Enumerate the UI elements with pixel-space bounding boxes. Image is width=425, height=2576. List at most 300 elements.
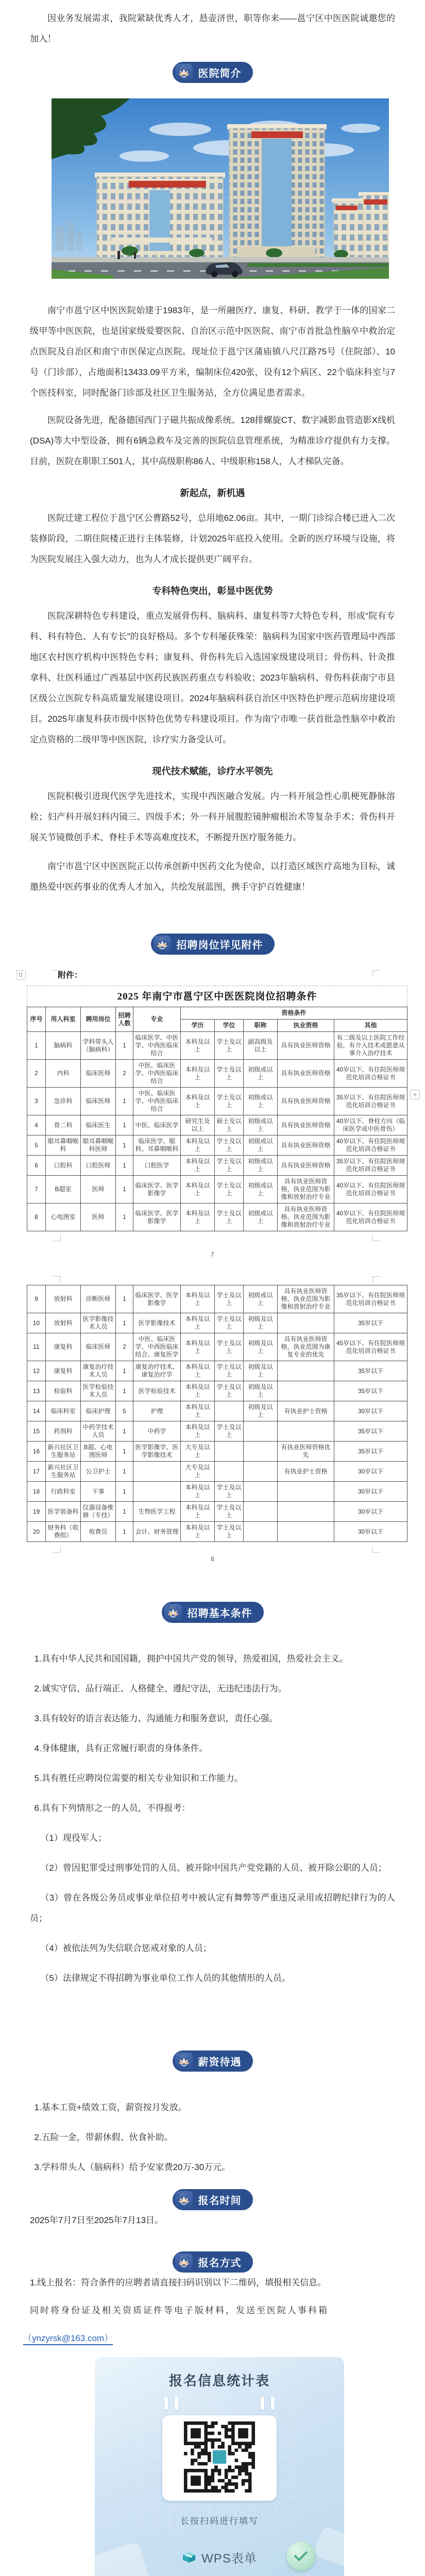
- job-cell: 具有执业医师资格: [278, 1136, 334, 1156]
- condition-item: 3.具有较好的语言表达能力、沟通能力和服务意识，责任心强。: [34, 1714, 278, 1723]
- job-cell: 具有执业医师资格，执业范围为影像和放射治疗专业: [278, 1204, 334, 1231]
- doc-page-number-8: 8: [211, 1555, 214, 1563]
- job-cell: [133, 1482, 181, 1502]
- job-row: [27, 1088, 407, 1115]
- badge-label: 招聘基本条件: [187, 1608, 252, 1619]
- signup-email-line: [23, 2328, 395, 2349]
- job-cell: 临床护理: [81, 1401, 116, 1421]
- job-cell: 有执业护士资格: [278, 1462, 334, 1482]
- section-badge-signup-time: [173, 2189, 253, 2210]
- job-cell: 药剂科: [46, 1421, 81, 1442]
- job-cell: 35岁以下: [334, 1313, 407, 1333]
- job-cell: 1: [116, 1176, 133, 1204]
- job-cell: [278, 1421, 334, 1442]
- job-cell: 35岁以下: [334, 1381, 407, 1401]
- check-circle-icon: [286, 2541, 315, 2570]
- job-cell: 10: [27, 1313, 46, 1333]
- job-cell: 具有执业医师资格，执业范围为康复专业的优先: [278, 1333, 334, 1361]
- job-cell: 检验科: [46, 1381, 81, 1401]
- job-cell: 医学影像技术人员: [81, 1313, 116, 1333]
- job-cell: 临床医师: [81, 1333, 116, 1361]
- qr-card-title: 报名信息统计表: [168, 2373, 270, 2388]
- col-header-qualifications: 资格条件: [181, 1007, 407, 1020]
- job-cell: 14: [27, 1401, 46, 1421]
- qr-panel: [162, 2415, 277, 2501]
- wps-brand-text: WPS表单: [201, 2552, 257, 2566]
- job-cell: 35岁以下: [334, 1421, 407, 1442]
- table-insert-plus-button[interactable]: +: [410, 1090, 420, 1099]
- job-cell: 新兴社区卫生服务站: [46, 1442, 81, 1462]
- lotus-icon: [154, 936, 171, 953]
- job-cell: 具有执业医师资格: [278, 1115, 334, 1136]
- qr-hint-text: 长按扫码进行填写: [180, 2516, 259, 2526]
- job-cell: 大专及以上: [181, 1442, 215, 1462]
- job-cell: [133, 1462, 181, 1482]
- lotus-icon: [164, 1604, 182, 1621]
- job-cell: 1: [116, 1088, 133, 1115]
- job-cell: 35岁以下、有住院医师规范化培训合格证书: [334, 1088, 407, 1115]
- job-cell: 30岁以下: [334, 1522, 407, 1542]
- job-cell: 内科: [46, 1060, 81, 1088]
- job-cell: [278, 1361, 334, 1381]
- job-cell: 心电图室: [46, 1204, 81, 1231]
- job-cell: 本科及以上: [181, 1136, 215, 1156]
- job-cell: 1: [116, 1115, 133, 1136]
- job-cell: 学士及以上: [215, 1522, 244, 1542]
- job-cell: 中医、临床医学: [133, 1115, 181, 1136]
- job-cell: 初级及以上: [244, 1401, 278, 1421]
- hr-email-link[interactable]: （ynzyrsk@163.com）: [23, 2333, 113, 2343]
- job-cell: 本科及以上: [181, 1176, 215, 1204]
- job-cell: 康复治疗技术人员: [81, 1361, 116, 1381]
- col-header-dept: 用人科室: [46, 1007, 81, 1032]
- job-cell: 1: [116, 1032, 133, 1060]
- job-cell: 中药学技术人员: [81, 1421, 116, 1442]
- job-row: [27, 1333, 407, 1361]
- job-cell: 40岁以下、有住院医师规范化培训合格证书: [334, 1176, 407, 1204]
- job-cell: 学士及以上: [215, 1204, 244, 1231]
- job-cell: 1: [116, 1381, 133, 1401]
- job-cell: 行政科室: [46, 1482, 81, 1502]
- job-cell: 本科及以上: [181, 1088, 215, 1115]
- job-cell: 口腔科: [46, 1156, 81, 1176]
- section-badge-salary: [173, 2050, 253, 2072]
- job-cell: 中医、临床医学、中西医临床结合、康复医学: [133, 1333, 181, 1361]
- job-cell: 初级及以上: [244, 1313, 278, 1333]
- job-row: [27, 1361, 407, 1381]
- col-header-license: 执业资格: [278, 1020, 334, 1032]
- condition-item: 1.具有中华人民共和国国籍，拥护中国共产党的领导，热爱祖国，热爱社会主义。: [34, 1654, 348, 1664]
- job-row: [27, 1115, 407, 1136]
- job-cell: 本科及以上: [181, 1421, 215, 1442]
- heading-new-start: 新起点，新机遇: [180, 488, 245, 498]
- job-row: [27, 1502, 407, 1522]
- job-cell: 18: [27, 1482, 46, 1502]
- job-cell: 初级或以上: [244, 1136, 278, 1156]
- specialty-paragraph: 医院深耕特色专科建设，重点发展骨伤科、脑病科、康复科等7大特色专科，形成“院有专科、科有特色、人有专长”的良好格局。多个专科屡获殊荣：脑病科为国家中医药管理局中西部地区农村医疗机构中医特色专科；康复科、骨伤科先后入选国家级建设项目；骨伤科、针灸推拿科、壮医科通过广西基层中医药民族医药重点专科验收；2023年脑病科、骨伤科获南宁市县区级公立医院专科高质量发展建设项目。2024年脑病科获自治区中医特色护理示范病房建设项目。2025年康复科获市级中医特色优势专科建设项目。作为南宁市唯一获首批急性脑卒中救治定点资格的二级甲等中医医院，诊疗实力备受认可。: [30, 611, 395, 744]
- job-cell: B超室: [46, 1176, 81, 1204]
- signup-method-line1: 1.线上报名：符合条件的应聘者请直接扫码识别以下二维码，填报相关信息。: [30, 2278, 327, 2287]
- job-cell: 收费员: [81, 1522, 116, 1542]
- job-row: [27, 1176, 407, 1204]
- job-cell: 初级或以上: [244, 1088, 278, 1115]
- job-cell: [244, 1482, 278, 1502]
- job-cell: 临床医学、医学影像学: [133, 1176, 181, 1204]
- job-cell: 临床科室: [46, 1401, 81, 1421]
- heading-modern-tech: 现代技术赋能，诊疗水平领先: [152, 766, 273, 776]
- job-cell: 医学装备科: [46, 1502, 81, 1522]
- job-cell: 学士及以上: [215, 1361, 244, 1381]
- job-cell: 初级及以上: [244, 1361, 278, 1381]
- condition-item: 2.诚实守信、品行端正、人格健全、遵纪守法，无违纪违法行为。: [34, 1684, 287, 1693]
- job-cell: 学士及以上: [215, 1088, 244, 1115]
- job-cell: 本科及以上: [181, 1333, 215, 1361]
- job-cell: 中医、临床医学、中西医临床结合: [133, 1060, 181, 1088]
- job-row: [27, 1156, 407, 1176]
- job-row: [27, 1313, 407, 1333]
- job-cell: 7: [27, 1176, 46, 1204]
- job-cell: [244, 1442, 278, 1462]
- job-cell: 临床医学、中医学、中西医临床结合: [133, 1032, 181, 1060]
- condition-sub-item: （5）法律规定不得招聘为事业单位工作人员的其他情形的人员。: [40, 1973, 291, 1983]
- job-cell: 初级或以上: [244, 1060, 278, 1088]
- job-cell: 1: [116, 1502, 133, 1522]
- table-title-row: [27, 986, 407, 1007]
- job-row: [27, 1381, 407, 1401]
- job-cell: 初级及以上: [244, 1381, 278, 1401]
- col-header-no: 序号: [27, 1007, 46, 1032]
- job-cell: [215, 1401, 244, 1421]
- job-cell: 本科及以上: [181, 1060, 215, 1088]
- job-cell: 12: [27, 1361, 46, 1381]
- job-row: [27, 1032, 407, 1060]
- job-cell: 眼耳鼻咽喉科医师: [81, 1136, 116, 1156]
- job-cell: [244, 1421, 278, 1442]
- salary-item: 2.五险一金，带薪休假、伙食补助。: [34, 2132, 173, 2142]
- wps-forms-logo-icon: [182, 2551, 196, 2564]
- qr-signup-card: [95, 2357, 344, 2576]
- job-cell: 仪器设备维修（专技）: [81, 1502, 116, 1522]
- condition-item: 5.具有胜任应聘岗位需要的相关专业知识和工作能力。: [34, 1773, 243, 1783]
- job-cell: 学士及以上: [215, 1156, 244, 1176]
- job-cell: 临床医生: [81, 1115, 116, 1136]
- job-cell: 医学检验技术: [133, 1381, 181, 1401]
- job-cell: [278, 1482, 334, 1502]
- job-cell: 40岁以下、有住院医师规范化培训合格证书: [334, 1136, 407, 1156]
- job-cell: 初级及以上: [244, 1333, 278, 1361]
- condition-sub-item: （3）曾在各级公务员或事业单位招考中被认定有舞弊等严重违反录用或招聘纪律行为的人员；: [30, 1893, 395, 1923]
- job-cell: 本科及以上: [181, 1285, 215, 1313]
- job-cell: 30岁以下: [334, 1482, 407, 1502]
- job-cell: 11: [27, 1333, 46, 1361]
- job-cell: 20: [27, 1522, 46, 1542]
- heading-specialty: 专科特色突出，彰显中医优势: [152, 586, 273, 596]
- job-cell: 新兴社区卫生服务站: [46, 1462, 81, 1482]
- job-cell: [278, 1502, 334, 1522]
- job-cell: 有执业医师资格优先: [278, 1442, 334, 1462]
- job-cell: 具有执业医师资格，执业范围为影像和放射治疗专业: [278, 1285, 334, 1313]
- job-row: [27, 1136, 407, 1156]
- job-cell: 2: [116, 1333, 133, 1361]
- job-cell: 1: [116, 1285, 133, 1313]
- badge-label: 薪资待遇: [198, 2057, 242, 2068]
- condition-sub-item: （4）被依法列为失信联合惩戒对象的人员；: [40, 1943, 212, 1953]
- table-title: 2025 年南宁市邕宁区中医医院岗位招聘条件: [27, 986, 407, 1007]
- col-header-post: 聘用岗位: [81, 1007, 116, 1032]
- job-cell: 19: [27, 1502, 46, 1522]
- lotus-icon: [175, 64, 193, 81]
- job-cell: [215, 1462, 244, 1482]
- lotus-icon: [175, 2191, 193, 2209]
- job-cell: 具有执业医师资格: [278, 1032, 334, 1060]
- job-cell: 临床医学、眼科、耳鼻咽喉科: [133, 1136, 181, 1156]
- table-header-row-1: [27, 1007, 407, 1020]
- job-cell: 会计、财务管理: [133, 1522, 181, 1542]
- attachment-label: 附件：: [58, 971, 83, 980]
- badge-label: 报名方式: [198, 2258, 242, 2269]
- job-cell: 本科及以上: [181, 1401, 215, 1421]
- job-cell: 临床医师: [81, 1088, 116, 1115]
- hospital-intro-paragraph-2: 医院设备先进，配备德国西门子磁共振成像系统、128排螺旋CT、数字减影血管造影X线机 (DSA)等大中型设备，拥有6辆急救车及完善的医院信息管理系统，为精准诊疗提供有力支撑。目前，医院在职职工501人，其中高级职称86人、中级职称158人，人才梯队完备。: [30, 415, 395, 466]
- job-cell: 35岁以下、有住院医师规范化培训合格证书: [334, 1156, 407, 1176]
- job-cell: 本科及以上: [181, 1522, 215, 1542]
- col-header-count: 招聘人数: [116, 1007, 133, 1032]
- relocation-paragraph: 医院迁建工程位于邕宁区公曹路52号，总用地62.06亩。其中，一期门诊综合楼已进入二次装修阶段，二期住院楼正进行主体装修，计划2025年底投入使用。全新的医疗环境与设施，将为医院发展注入强大动力，也为人才成长提供更广阔平台。: [30, 513, 395, 564]
- job-cell: 5: [116, 1401, 133, 1421]
- job-cell: 康复科: [46, 1333, 81, 1361]
- job-cell: 医学检验技术人员: [81, 1381, 116, 1401]
- job-cell: 40岁以下、有住院医师规范化培训合格证书: [334, 1060, 407, 1088]
- job-cell: 45岁以下、有住院医师规范化培训合格证书: [334, 1333, 407, 1361]
- job-cell: 脑病科: [46, 1032, 81, 1060]
- job-cell: [244, 1462, 278, 1482]
- condition-item: 4.身体健康，具有正常履行职责的身体条件。: [34, 1743, 208, 1753]
- job-cell: 35岁以下: [334, 1442, 407, 1462]
- section-badge-positions-attachment: [151, 934, 275, 955]
- job-cell: 医师: [81, 1204, 116, 1231]
- job-cell: 2: [116, 1060, 133, 1088]
- job-cell: 17: [27, 1462, 46, 1482]
- col-header-title: 职称: [244, 1020, 278, 1032]
- page-break-gap: [0, 1231, 425, 1285]
- job-cell: 6: [27, 1156, 46, 1176]
- doc-page-number-7: 7: [211, 1251, 214, 1258]
- job-cell: [215, 1442, 244, 1462]
- job-cell: [278, 1313, 334, 1333]
- job-cell: 40岁以下、脊柱方向（临床医学或中医骨伤）: [334, 1115, 407, 1136]
- job-cell: 医师: [81, 1176, 116, 1204]
- condition-item: 6.具有下列情形之一的人员，不得报考：: [34, 1803, 191, 1813]
- job-cell: [244, 1522, 278, 1542]
- intro-paragraph: 因业务发展需求，我院紧缺优秀人才，悬壶济世，职等你来——邕宁区中医医院诚邀您的加入！: [30, 13, 395, 44]
- job-cell: 本科及以上: [181, 1156, 215, 1176]
- job-cell: 学士及以上: [215, 1333, 244, 1361]
- job-cell: 口腔医学: [133, 1156, 181, 1176]
- col-header-other: 其他: [334, 1020, 407, 1032]
- salary-item: 3.学科带头人（脑病科）给予安家费20万-30万元。: [34, 2162, 231, 2172]
- job-cell: 30岁以下: [334, 1462, 407, 1482]
- job-cell: 学士及以上: [215, 1381, 244, 1401]
- job-cell: 9: [27, 1285, 46, 1313]
- job-cell: 初级或以上: [244, 1176, 278, 1204]
- section-badge-hospital-intro: [173, 62, 253, 83]
- job-cell: 护理: [133, 1401, 181, 1421]
- job-cell: 初级或以上: [244, 1156, 278, 1176]
- badge-label: 医院简介: [198, 68, 242, 79]
- job-cell: 1: [116, 1136, 133, 1156]
- job-cell: 学士及以上: [215, 1285, 244, 1313]
- job-row: [27, 1401, 407, 1421]
- hospital-intro-paragraph-1: 南宁市邕宁区中医医院始建于1983年，是一所融医疗、康复、科研、教学于一体的国家二级甲等中医医院，也是国家级爱婴医院、自治区示范中医医院、南宁市首批急性脑卒中救治定点医院及自治区和南宁市医保定点医院。现址位于邕宁区蒲庙镇八尺江路75号（住院部）、10号（门诊部），占地面积13433.09平方米，编制床位420张，设有12个病区、22个临床科室与7个医技科室，同时配备门诊部及社区卫生服务站，全方位满足患者需求。: [30, 306, 395, 398]
- job-cell: 康复治疗技术、康复治疗学: [133, 1361, 181, 1381]
- table-drag-handle-icon[interactable]: [16, 970, 26, 980]
- job-cell: 财务科（收费组）: [46, 1522, 81, 1542]
- job-cell: 本科及以上: [181, 1361, 215, 1381]
- job-cell: 30岁以下: [334, 1401, 407, 1421]
- job-cell: 13: [27, 1381, 46, 1401]
- job-cell: 学士及以上: [215, 1032, 244, 1060]
- job-cell: 公卫护士: [81, 1462, 116, 1482]
- signup-method-line2: 同时将身份证及相关资质证件等电子版材料，发送至医院人事科箱: [30, 2306, 329, 2315]
- job-cell: B超、心电图医师: [81, 1442, 116, 1462]
- col-header-education: 学历: [181, 1020, 215, 1032]
- job-cell: 本科及以上: [181, 1482, 215, 1502]
- job-cell: 学士及以上: [215, 1136, 244, 1156]
- job-cell: 康复科: [46, 1361, 81, 1381]
- job-row: [27, 1482, 407, 1502]
- job-row: [27, 1522, 407, 1542]
- job-cell: 诊断医师: [81, 1285, 116, 1313]
- job-cell: 35岁以下: [334, 1361, 407, 1381]
- job-cell: 本科及以上: [181, 1204, 215, 1231]
- job-cell: 医学影像学、医学影像技术: [133, 1442, 181, 1462]
- conditions-list: [0, 1649, 425, 1989]
- job-cell: 学科带头人（脑病科）: [81, 1032, 116, 1060]
- job-cell: 干事: [81, 1482, 116, 1502]
- job-cell: 3: [27, 1088, 46, 1115]
- modern-tech-paragraph: 医院积极引进现代医学先进技术，实现中西医融合发展。内一科开展急性心肌梗死静脉溶栓；妇产科开展妇科内镜三、四级手术；外一科开展腹腔镜肿瘤根治术等复杂手术；骨伤科开展关节镜微创手术、脊柱手术等高难度技术，不断提升医疗服务能力。: [30, 791, 395, 842]
- hospital-rendering-illustration: [52, 98, 389, 279]
- recruitment-table-page7: [27, 986, 407, 1231]
- job-cell: 医学影像技术: [133, 1313, 181, 1333]
- job-cell: 口腔医师: [81, 1156, 116, 1176]
- job-row: [27, 1421, 407, 1442]
- job-cell: 本科及以上: [181, 1313, 215, 1333]
- job-cell: 35岁以下、有住院医师规范化培训合格证书: [334, 1285, 407, 1313]
- col-header-degree: 学位: [215, 1020, 244, 1032]
- job-cell: 学士及以上: [215, 1313, 244, 1333]
- doc-end-area: [0, 1542, 425, 1576]
- job-cell: 2: [27, 1060, 46, 1088]
- col-header-major: 专业: [133, 1007, 181, 1032]
- rows-page8: [27, 1285, 407, 1542]
- job-cell: 1: [116, 1361, 133, 1381]
- job-cell: 5: [27, 1136, 46, 1156]
- job-cell: 具有执业医师资格，执业范围为影像和放射治疗专业: [278, 1176, 334, 1204]
- job-cell: 40岁以下、有住院医师规范化培训合格证书: [334, 1204, 407, 1231]
- job-cell: 1: [116, 1522, 133, 1542]
- mission-paragraph: 南宁市邕宁区中医医院正以传承创新中医药文化为使命，以打造区域医疗高地为目标，诚邀热爱中医药事业的优秀人才加入，共绘发展蓝图，携手守护百姓健康！: [30, 861, 395, 892]
- badge-label: 招聘岗位详见附件: [176, 940, 263, 951]
- badge-label: 报名时间: [198, 2195, 242, 2207]
- job-cell: 1: [116, 1313, 133, 1333]
- job-cell: 初级或以上: [244, 1115, 278, 1136]
- condition-sub-item: （1）现役军人；: [40, 1833, 107, 1843]
- job-cell: 16: [27, 1442, 46, 1462]
- attachment-document: [0, 968, 425, 1576]
- job-cell: 有执业护士资格: [278, 1401, 334, 1421]
- job-cell: 具有执业医师资格: [278, 1156, 334, 1176]
- job-cell: 1: [116, 1462, 133, 1482]
- job-cell: 学士及以上: [215, 1421, 244, 1442]
- job-cell: 初级或以上: [244, 1285, 278, 1313]
- job-cell: 学士及以上: [215, 1060, 244, 1088]
- job-cell: 8: [27, 1204, 46, 1231]
- job-cell: 学士及以上: [215, 1482, 244, 1502]
- job-cell: 1: [116, 1482, 133, 1502]
- job-cell: [278, 1381, 334, 1401]
- job-cell: 本科及以上: [181, 1032, 215, 1060]
- condition-sub-item: （2）曾因犯罪受过刑事处罚的人员、被开除中国共产党党籍的人员、被开除公职的人员；: [40, 1863, 387, 1873]
- job-cell: 骨二科: [46, 1115, 81, 1136]
- job-row: [27, 1060, 407, 1088]
- salary-list: [0, 2097, 425, 2178]
- job-cell: 学士及以上: [215, 1502, 244, 1522]
- job-cell: 硕士及以上: [215, 1115, 244, 1136]
- job-cell: 生物医学工程: [133, 1502, 181, 1522]
- job-cell: 有二级及以上医院工作经验，有介入技术或愿意从事介入治疗技术: [334, 1032, 407, 1060]
- job-cell: 初级或以上: [244, 1204, 278, 1231]
- job-cell: 学士及以上: [215, 1176, 244, 1204]
- job-cell: 本科及以上: [181, 1381, 215, 1401]
- job-cell: [244, 1502, 278, 1522]
- job-cell: 眼耳鼻咽喉科: [46, 1136, 81, 1156]
- job-cell: 1: [27, 1032, 46, 1060]
- job-cell: 1: [116, 1442, 133, 1462]
- job-row: [27, 1285, 407, 1313]
- job-row: [27, 1204, 407, 1231]
- job-cell: 放射科: [46, 1313, 81, 1333]
- job-cell: 大专及以上: [181, 1462, 215, 1482]
- job-cell: 具有执业医师资格: [278, 1088, 334, 1115]
- lotus-icon: [175, 2253, 193, 2271]
- job-cell: 4: [27, 1115, 46, 1136]
- job-cell: 本科及以上: [181, 1502, 215, 1522]
- signup-time-text: 2025年7月7日至2025年7月13日。: [30, 2215, 163, 2225]
- job-cell: 临床医学、医学影像学: [133, 1285, 181, 1313]
- job-cell: 中医、临床医学、中西医临床结合: [133, 1088, 181, 1115]
- job-cell: 1: [116, 1204, 133, 1231]
- job-cell: 1: [116, 1421, 133, 1442]
- lotus-icon: [175, 2053, 193, 2070]
- rows-page7: [27, 1032, 407, 1231]
- hospital-photo: [52, 98, 389, 279]
- job-cell: 急诊科: [46, 1088, 81, 1115]
- job-cell: [278, 1522, 334, 1542]
- job-cell: 中药学: [133, 1421, 181, 1442]
- section-badge-basic-conditions: [162, 1602, 264, 1623]
- recruitment-table-page8: [27, 1285, 407, 1542]
- job-cell: 临床医师: [81, 1060, 116, 1088]
- job-cell: 副高级及以上: [244, 1032, 278, 1060]
- qr-calendar-panel: [142, 2403, 297, 2536]
- job-cell: 研究生及以上: [181, 1115, 215, 1136]
- job-cell: 1: [116, 1156, 133, 1176]
- job-cell: 30岁以下: [334, 1502, 407, 1522]
- qr-code: [184, 2421, 255, 2495]
- salary-item: 1.基本工资+绩效工资，薪资按月发放。: [34, 2103, 187, 2112]
- job-cell: 具有执业医师资格: [278, 1060, 334, 1088]
